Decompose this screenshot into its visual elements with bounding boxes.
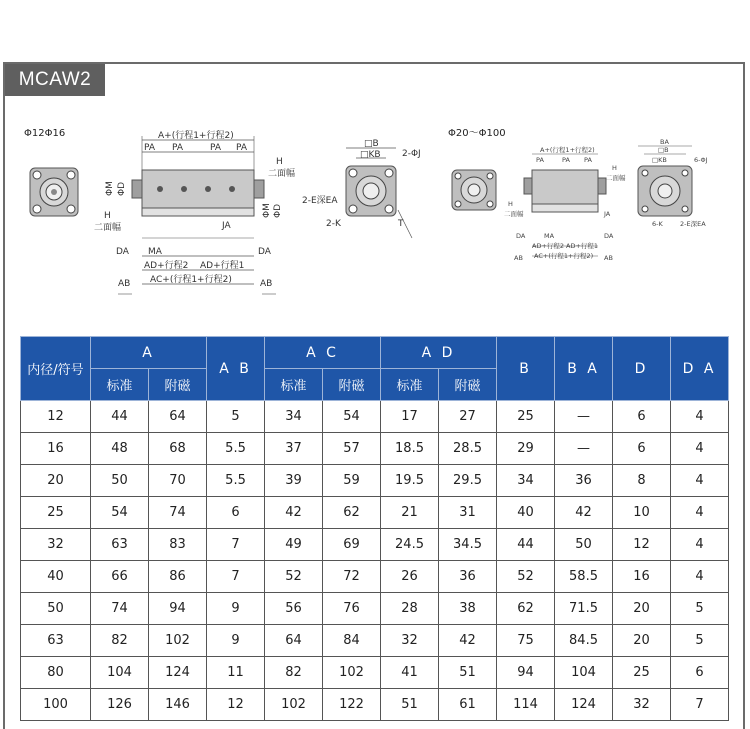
table-cell: 82: [91, 625, 149, 657]
table-cell: 7: [207, 529, 265, 561]
table-cell: 50: [91, 465, 149, 497]
dim-ja: JA: [222, 221, 231, 231]
dim-pa-4: PA: [236, 143, 248, 153]
table-cell: 94: [497, 657, 555, 689]
table-cell: 5.5: [207, 465, 265, 497]
table-cell: 4: [671, 401, 729, 433]
table-cell: 5: [671, 625, 729, 657]
table-cell: 52: [497, 561, 555, 593]
table-cell: 24.5: [381, 529, 439, 561]
table-cell: 16: [613, 561, 671, 593]
table-cell: 52: [265, 561, 323, 593]
table-cell: 38: [439, 593, 497, 625]
table-cell: 40: [21, 561, 91, 593]
dim-r-ma: MA: [544, 232, 555, 240]
table-cell: 28: [381, 593, 439, 625]
table-cell: 29.5: [439, 465, 497, 497]
table-cell: 11: [207, 657, 265, 689]
dim-2-j: 2-ΦJ: [402, 149, 421, 159]
table-cell: 28.5: [439, 433, 497, 465]
table-cell: 83: [149, 529, 207, 561]
table-cell: 75: [497, 625, 555, 657]
table-cell: 50: [555, 529, 613, 561]
table-cell: 124: [149, 657, 207, 689]
table-cell: 10: [613, 497, 671, 529]
header-ac-standard: 标准: [265, 369, 323, 401]
header-da: D A: [671, 337, 729, 401]
header-a: A: [91, 337, 207, 369]
small-end-view: [30, 168, 78, 216]
header-ad-standard: 标准: [381, 369, 439, 401]
header-ba: B A: [555, 337, 613, 401]
table-row: [21, 689, 729, 721]
table-cell: 19.5: [381, 465, 439, 497]
table-cell: 6: [613, 401, 671, 433]
dim-fr-2-e-ea: 2-E深EA: [680, 220, 706, 228]
table-cell: 62: [497, 593, 555, 625]
dim-r-ad-stroke1: AD+行程1: [566, 242, 599, 250]
table-cell: 50: [21, 593, 91, 625]
dim-da-left: DA: [116, 247, 129, 257]
table-cell: 124: [555, 689, 613, 721]
table-cell: 7: [671, 689, 729, 721]
large-side-view: [524, 154, 606, 256]
table-cell: 42: [265, 497, 323, 529]
dim-pa-2: PA: [172, 143, 184, 153]
header-ab: A B: [207, 337, 265, 401]
table-cell: 66: [91, 561, 149, 593]
table-row: [21, 433, 729, 465]
dim-r-h-left: H: [508, 200, 513, 208]
header-a-magnetic: 附磁: [149, 369, 207, 401]
table-cell: 51: [439, 657, 497, 689]
dim-t: T: [398, 219, 404, 229]
table-cell: 114: [497, 689, 555, 721]
table-cell: 9: [207, 593, 265, 625]
table-cell: 59: [323, 465, 381, 497]
dim-r-pa-2: PA: [562, 156, 570, 164]
table-cell: 104: [91, 657, 149, 689]
dim-r-ja: JA: [604, 210, 611, 218]
table-cell: 17: [381, 401, 439, 433]
table-cell: 6: [207, 497, 265, 529]
table-cell: 80: [21, 657, 91, 689]
dim-flats-right: 二面幅: [268, 169, 296, 179]
header-d: D: [613, 337, 671, 401]
table-cell: 42: [439, 625, 497, 657]
table-cell: 6: [671, 657, 729, 689]
table-cell: 84.5: [555, 625, 613, 657]
table-cell: 64: [265, 625, 323, 657]
header-ac: A C: [265, 337, 381, 369]
dim-flats-left: 二面幅: [94, 223, 122, 233]
table-cell: 29: [497, 433, 555, 465]
dim-ab-right: AB: [260, 279, 273, 289]
table-cell: 102: [149, 625, 207, 657]
table-row: [21, 561, 729, 593]
dim-r-a-stroke: A+(行程1+行程2): [540, 146, 595, 154]
dim-fr-b-square: □B: [658, 146, 669, 154]
table-cell: 34.5: [439, 529, 497, 561]
dim-a-stroke: A+(行程1+行程2): [158, 131, 234, 141]
dim-h-left: H: [104, 211, 111, 221]
table-cell: 25: [21, 497, 91, 529]
table-cell: 74: [91, 593, 149, 625]
table-cell: 62: [323, 497, 381, 529]
table-cell: 51: [381, 689, 439, 721]
table-row: [21, 529, 729, 561]
dim-d-left: ΦD: [117, 181, 127, 196]
table-cell: 5: [671, 593, 729, 625]
dim-fr-6-k: 6-K: [652, 220, 663, 228]
table-cell: 102: [323, 657, 381, 689]
dim-r-ad-stroke2: AD+行程2: [532, 242, 565, 250]
table-cell: 25: [497, 401, 555, 433]
table-cell: 63: [21, 625, 91, 657]
table-cell: 44: [91, 401, 149, 433]
dim-ac-stroke: AC+(行程1+行程2): [150, 275, 232, 285]
dim-r-ab-right: AB: [604, 254, 613, 262]
header-b: B: [497, 337, 555, 401]
table-cell: 146: [149, 689, 207, 721]
table-cell: 27: [439, 401, 497, 433]
dim-ad-stroke2: AD+行程2: [144, 261, 189, 271]
table-cell: 44: [497, 529, 555, 561]
table-cell: 6: [613, 433, 671, 465]
table-cell: 18.5: [381, 433, 439, 465]
table-cell: 32: [381, 625, 439, 657]
table-row: [21, 593, 729, 625]
dim-2-e-ea: 2-E深EA: [302, 196, 338, 206]
dim-ma: MA: [148, 247, 162, 257]
table-cell: 4: [671, 529, 729, 561]
table-row: [21, 497, 729, 529]
dim-r-da-left: DA: [516, 232, 526, 240]
dim-b-square: □B: [364, 139, 379, 149]
table-cell: 34: [497, 465, 555, 497]
table-cell: 36: [439, 561, 497, 593]
dim-d-right: ΦD: [273, 203, 283, 218]
table-cell: 49: [265, 529, 323, 561]
table-cell: 37: [265, 433, 323, 465]
table-cell: 61: [439, 689, 497, 721]
dim-r-ab-left: AB: [514, 254, 523, 262]
dim-r-pa-3: PA: [584, 156, 592, 164]
table-cell: 4: [671, 465, 729, 497]
table-cell: 12: [613, 529, 671, 561]
header-ad-magnetic: 附磁: [439, 369, 497, 401]
header-a-standard: 标准: [91, 369, 149, 401]
table-cell: 41: [381, 657, 439, 689]
table-cell: 20: [613, 593, 671, 625]
table-row: [21, 625, 729, 657]
model-title: MCAW2: [5, 64, 105, 96]
table-cell: 71.5: [555, 593, 613, 625]
table-cell: 100: [21, 689, 91, 721]
table-cell: 4: [671, 561, 729, 593]
table-cell: 58.5: [555, 561, 613, 593]
table-row: [21, 401, 729, 433]
dim-ad-stroke1: AD+行程1: [200, 261, 245, 271]
table-cell: 21: [381, 497, 439, 529]
table-cell: 12: [21, 401, 91, 433]
table-cell: 34: [265, 401, 323, 433]
table-cell: 39: [265, 465, 323, 497]
dim-pa-1: PA: [144, 143, 156, 153]
dim-r-h-right: H: [612, 164, 617, 172]
small-side-view: [118, 136, 276, 294]
table-cell: 9: [207, 625, 265, 657]
table-row: [21, 657, 729, 689]
table-cell: 7: [207, 561, 265, 593]
table-cell: 56: [265, 593, 323, 625]
table-cell: 64: [149, 401, 207, 433]
table-cell: 94: [149, 593, 207, 625]
dim-da-right: DA: [258, 247, 271, 257]
table-cell: 20: [613, 625, 671, 657]
table-cell: 76: [323, 593, 381, 625]
dim-h-right: H: [276, 157, 283, 167]
table-cell: 57: [323, 433, 381, 465]
dim-m-right: ΦM: [262, 203, 272, 218]
table-cell: 68: [149, 433, 207, 465]
table-cell: 104: [555, 657, 613, 689]
table-cell: 126: [91, 689, 149, 721]
table-cell: 4: [671, 433, 729, 465]
table-cell: 63: [91, 529, 149, 561]
table-cell: 5: [207, 401, 265, 433]
large-end-view: [452, 170, 496, 210]
dim-r-flats-left: 二面幅: [504, 210, 524, 218]
dim-2-k: 2-K: [326, 219, 341, 229]
dim-r-pa-1: PA: [536, 156, 544, 164]
table-cell: 8: [613, 465, 671, 497]
small-bore-label: Φ12Φ16: [24, 128, 66, 139]
header-ad: A D: [381, 337, 497, 369]
table-cell: 4: [671, 497, 729, 529]
table-cell: 40: [497, 497, 555, 529]
table-cell: 20: [21, 465, 91, 497]
dim-pa-3: PA: [210, 143, 222, 153]
table-cell: 84: [323, 625, 381, 657]
table-cell: 122: [323, 689, 381, 721]
dim-kb-square: □KB: [360, 150, 381, 160]
dim-r-da-right: DA: [604, 232, 614, 240]
table-cell: 32: [21, 529, 91, 561]
dim-m-left: ΦM: [105, 181, 115, 196]
dim-r-flats-right: 二面幅: [606, 174, 626, 182]
table-cell: 74: [149, 497, 207, 529]
table-cell: 70: [149, 465, 207, 497]
table-cell: 32: [613, 689, 671, 721]
table-cell: 72: [323, 561, 381, 593]
table-cell: 86: [149, 561, 207, 593]
dim-fr-kb-square: □KB: [652, 156, 667, 164]
table-cell: 36: [555, 465, 613, 497]
large-bore-label: Φ20～Φ100: [448, 128, 506, 139]
table-body: [21, 401, 729, 721]
table-cell: 82: [265, 657, 323, 689]
dimension-table: [20, 336, 729, 721]
table-cell: 69: [323, 529, 381, 561]
table-cell: 25: [613, 657, 671, 689]
table-cell: 31: [439, 497, 497, 529]
dim-r-ac-stroke: AC+(行程1+行程2): [534, 252, 594, 260]
table-cell: 12: [207, 689, 265, 721]
dim-ab-left: AB: [118, 279, 131, 289]
table-cell: 54: [91, 497, 149, 529]
dim-fr-6-j: 6-ΦJ: [694, 156, 708, 164]
header-bore: 内径/符号: [21, 337, 91, 401]
table-cell: —: [555, 433, 613, 465]
table-cell: 16: [21, 433, 91, 465]
table-cell: 48: [91, 433, 149, 465]
table-cell: 54: [323, 401, 381, 433]
table-cell: 42: [555, 497, 613, 529]
technical-drawings: [0, 110, 750, 300]
table-cell: 102: [265, 689, 323, 721]
dim-fr-ba: BA: [660, 138, 669, 146]
table-cell: 5.5: [207, 433, 265, 465]
header-ac-magnetic: 附磁: [323, 369, 381, 401]
table-cell: 26: [381, 561, 439, 593]
table-cell: —: [555, 401, 613, 433]
table-row: [21, 465, 729, 497]
